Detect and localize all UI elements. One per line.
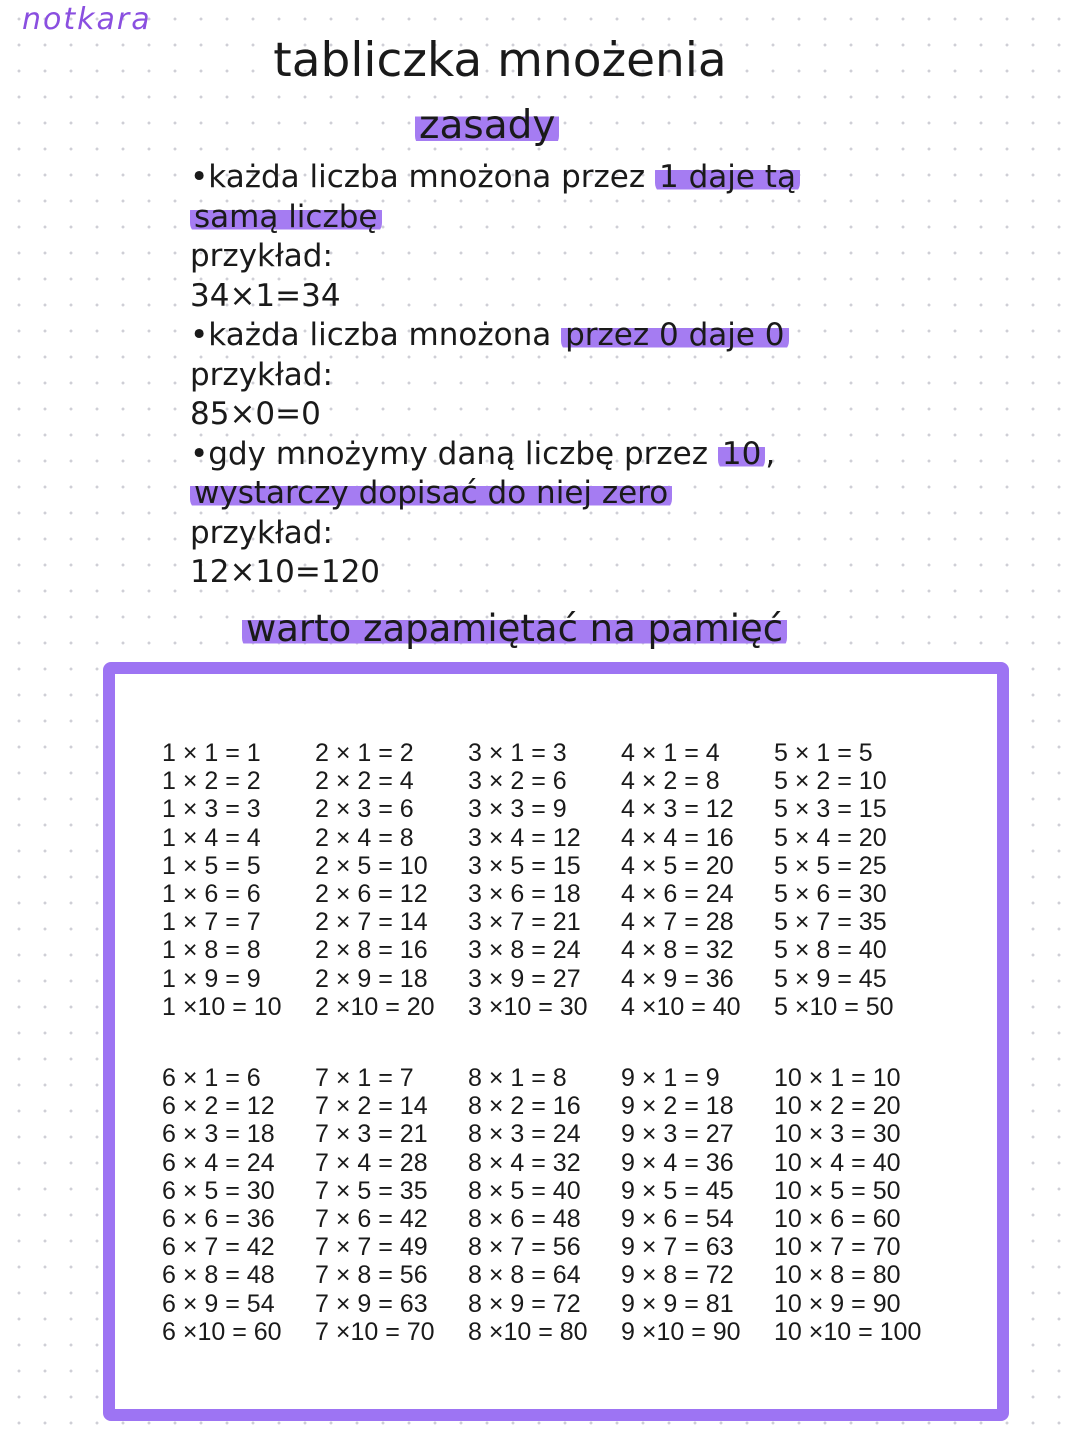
table-column — [621, 1064, 771, 1346]
rule-highlight: samą liczbę — [190, 199, 382, 235]
table-equation: 3 × 1 = 3 — [468, 739, 567, 767]
rule-line — [190, 237, 800, 277]
table-equation: 8 × 3 = 24 — [468, 1120, 581, 1149]
table-equation: 10 × 2 = 20 — [774, 1092, 901, 1121]
table-equation: 9 × 8 = 72 — [621, 1261, 734, 1290]
table-equation: 10 × 7 = 70 — [774, 1233, 901, 1262]
table-equation: 9 ×10 = 90 — [621, 1317, 741, 1346]
table-equation: 2 × 2 = 4 — [315, 767, 414, 796]
rule-highlight: 1 daje tą — [655, 159, 800, 195]
table-equation: 8 ×10 = 80 — [468, 1317, 588, 1346]
table-equation: 10 × 1 = 10 — [774, 1064, 901, 1092]
rule-line — [190, 316, 800, 356]
table-equation: 9 × 7 = 63 — [621, 1233, 734, 1262]
table-equation: 2 × 8 = 16 — [315, 936, 428, 965]
table-equation: 1 × 2 = 2 — [162, 767, 261, 796]
table-equation: 4 × 5 = 20 — [621, 851, 734, 880]
table-equation: 1 × 5 = 5 — [162, 851, 261, 880]
table-equation: 5 × 3 = 15 — [774, 795, 887, 824]
table-equation: 5 × 4 = 20 — [774, 823, 887, 852]
table-equation: 2 × 6 = 12 — [315, 879, 428, 908]
table-equation: 7 × 6 = 42 — [315, 1204, 428, 1233]
table-equation: 4 × 9 = 36 — [621, 964, 734, 993]
table-equation: 2 × 5 = 10 — [315, 851, 428, 880]
table-column — [774, 1064, 924, 1346]
table-equation: 1 × 1 = 1 — [162, 739, 261, 767]
table-equation: 7 × 9 = 63 — [315, 1289, 428, 1318]
table-equation: 9 × 3 = 27 — [621, 1120, 734, 1149]
table-equation: 10 × 8 = 80 — [774, 1261, 901, 1290]
rule-line — [190, 395, 800, 435]
rule-text: •każda liczba mnożona przez — [190, 159, 655, 195]
table-equation: 2 × 7 = 14 — [315, 908, 428, 937]
table-equation: 10 × 9 = 90 — [774, 1289, 901, 1318]
table-equation: 6 × 1 = 6 — [162, 1064, 261, 1092]
table-equation: 5 × 2 = 10 — [774, 767, 887, 796]
table-equation: 3 × 9 = 27 — [468, 964, 581, 993]
table-equation: 8 × 2 = 16 — [468, 1092, 581, 1121]
table-equation: 8 × 9 = 72 — [468, 1289, 581, 1318]
table-equation: 7 × 5 = 35 — [315, 1176, 428, 1205]
table-equation: 7 × 2 = 14 — [315, 1092, 428, 1121]
table-equation: 3 × 3 = 9 — [468, 795, 567, 824]
table-equation: 1 ×10 = 10 — [162, 992, 282, 1021]
table-equation: 2 × 1 = 2 — [315, 739, 414, 767]
table-equation: 2 × 4 = 8 — [315, 823, 414, 852]
table-column — [315, 1064, 465, 1346]
table-column — [621, 739, 771, 1021]
rule-line — [190, 514, 800, 554]
rule-text: przykład: — [190, 514, 333, 551]
table-equation: 3 × 8 = 24 — [468, 936, 581, 965]
table-equation: 7 × 3 = 21 — [315, 1120, 428, 1149]
table-equation: 7 × 1 = 7 — [315, 1064, 414, 1092]
table-equation: 7 × 8 = 56 — [315, 1261, 428, 1290]
table-equation: 10 × 4 = 40 — [774, 1148, 901, 1177]
table-equation: 2 × 3 = 6 — [315, 795, 414, 824]
table-equation: 6 × 3 = 18 — [162, 1120, 275, 1149]
table-equation: 7 × 7 = 49 — [315, 1233, 428, 1262]
table-equation: 3 × 4 = 12 — [468, 823, 581, 852]
table-equation: 4 × 2 = 8 — [621, 767, 720, 796]
table-equation: 8 × 1 = 8 — [468, 1064, 567, 1092]
rule-line — [190, 474, 800, 514]
table-column — [162, 1064, 312, 1346]
table-equation: 7 ×10 = 70 — [315, 1317, 435, 1346]
table-equation: 1 × 6 = 6 — [162, 879, 261, 908]
table-equation: 5 × 7 = 35 — [774, 908, 887, 937]
table-equation: 8 × 6 = 48 — [468, 1204, 581, 1233]
table-equation: 6 × 7 = 42 — [162, 1233, 275, 1262]
rule-line — [190, 198, 800, 238]
author-signature: notkara — [22, 2, 152, 37]
rules-heading: zasady — [415, 103, 559, 148]
rule-line — [190, 356, 800, 396]
table-equation: 9 × 6 = 54 — [621, 1204, 734, 1233]
rule-text: 34×1=34 — [190, 277, 341, 314]
rule-line — [190, 277, 800, 317]
rule-highlight: 10 — [718, 436, 765, 472]
table-equation: 9 × 1 = 9 — [621, 1064, 720, 1092]
table-equation: 6 × 8 = 48 — [162, 1261, 275, 1290]
table-equation: 9 × 5 = 45 — [621, 1176, 734, 1205]
rule-text: przykład: — [190, 238, 333, 274]
table-column — [468, 1064, 618, 1346]
table-column — [774, 739, 924, 1021]
table-equation: 4 ×10 = 40 — [621, 992, 741, 1021]
rule-highlight: przez 0 daje 0 — [561, 317, 788, 353]
table-equation: 9 × 9 = 81 — [621, 1289, 734, 1318]
table-equation: 3 × 5 = 15 — [468, 851, 581, 880]
rule-text: 85×0=0 — [190, 396, 321, 432]
rule-highlight: wystarczy dopisać do niej zero — [190, 475, 672, 511]
rule-text: •każda liczba mnożona — [190, 317, 562, 353]
table-equation: 6 × 9 = 54 — [162, 1289, 275, 1318]
table-equation: 8 × 7 = 56 — [468, 1233, 581, 1262]
table-equation: 10 × 6 = 60 — [774, 1204, 901, 1233]
table-equation: 6 × 2 = 12 — [162, 1092, 275, 1121]
table-equation: 3 × 6 = 18 — [468, 879, 581, 908]
table-equation: 3 × 7 = 21 — [468, 908, 581, 937]
table-equation: 10 × 5 = 50 — [774, 1176, 901, 1205]
table-equation: 6 × 4 = 24 — [162, 1148, 275, 1177]
table-equation: 4 × 7 = 28 — [621, 908, 734, 937]
rules-list — [190, 158, 800, 593]
rule-line — [190, 553, 800, 593]
table-equation: 3 × 2 = 6 — [468, 767, 567, 796]
table-equation: 2 ×10 = 20 — [315, 992, 435, 1021]
table-equation: 5 × 1 = 5 — [774, 739, 873, 767]
table-equation: 5 × 8 = 40 — [774, 936, 887, 965]
rule-suffix: , — [765, 435, 776, 472]
table-equation: 1 × 3 = 3 — [162, 795, 261, 824]
table-equation: 1 × 9 = 9 — [162, 964, 261, 993]
table-equation: 5 × 6 = 30 — [774, 879, 887, 908]
table-equation: 4 × 8 = 32 — [621, 936, 734, 965]
table-equation: 5 × 5 = 25 — [774, 851, 887, 880]
table-equation: 4 × 4 = 16 — [621, 823, 734, 852]
table-equation: 8 × 8 = 64 — [468, 1261, 581, 1290]
rule-text: 12×10=120 — [190, 554, 381, 590]
table-equation: 9 × 4 = 36 — [621, 1148, 734, 1177]
table-equation: 1 × 8 = 8 — [162, 936, 261, 965]
table-column — [162, 739, 312, 1021]
table-column — [468, 739, 618, 1021]
table-equation: 4 × 3 = 12 — [621, 795, 734, 824]
table-heading: warto zapamiętać na pamięć — [242, 607, 787, 650]
table-equation: 1 × 7 = 7 — [162, 908, 261, 937]
table-equation: 1 × 4 = 4 — [162, 823, 261, 852]
table-equation: 6 × 6 = 36 — [162, 1204, 275, 1233]
table-equation: 3 ×10 = 30 — [468, 992, 588, 1021]
table-equation: 8 × 5 = 40 — [468, 1176, 581, 1205]
rule-line — [190, 158, 800, 198]
table-column — [315, 739, 465, 1021]
table-equation: 5 × 9 = 45 — [774, 964, 887, 993]
table-equation: 2 × 9 = 18 — [315, 964, 428, 993]
table-equation: 5 ×10 = 50 — [774, 992, 894, 1021]
table-equation: 4 × 6 = 24 — [621, 879, 734, 908]
table-equation: 10 × 3 = 30 — [774, 1120, 901, 1149]
table-equation: 4 × 1 = 4 — [621, 739, 720, 767]
table-equation: 10 ×10 = 100 — [774, 1317, 922, 1346]
table-equation: 6 × 5 = 30 — [162, 1176, 275, 1205]
rule-line — [190, 435, 800, 475]
page-title: tabliczka mnożenia — [273, 33, 727, 88]
table-equation: 9 × 2 = 18 — [621, 1092, 734, 1121]
table-equation: 7 × 4 = 28 — [315, 1148, 428, 1177]
table-equation: 6 ×10 = 60 — [162, 1317, 282, 1346]
table-equation: 8 × 4 = 32 — [468, 1148, 581, 1177]
rule-text: przykład: — [190, 356, 333, 393]
rule-text: •gdy mnożymy daną liczbę przez — [190, 435, 718, 472]
multiplication-table-frame — [103, 662, 1009, 1421]
